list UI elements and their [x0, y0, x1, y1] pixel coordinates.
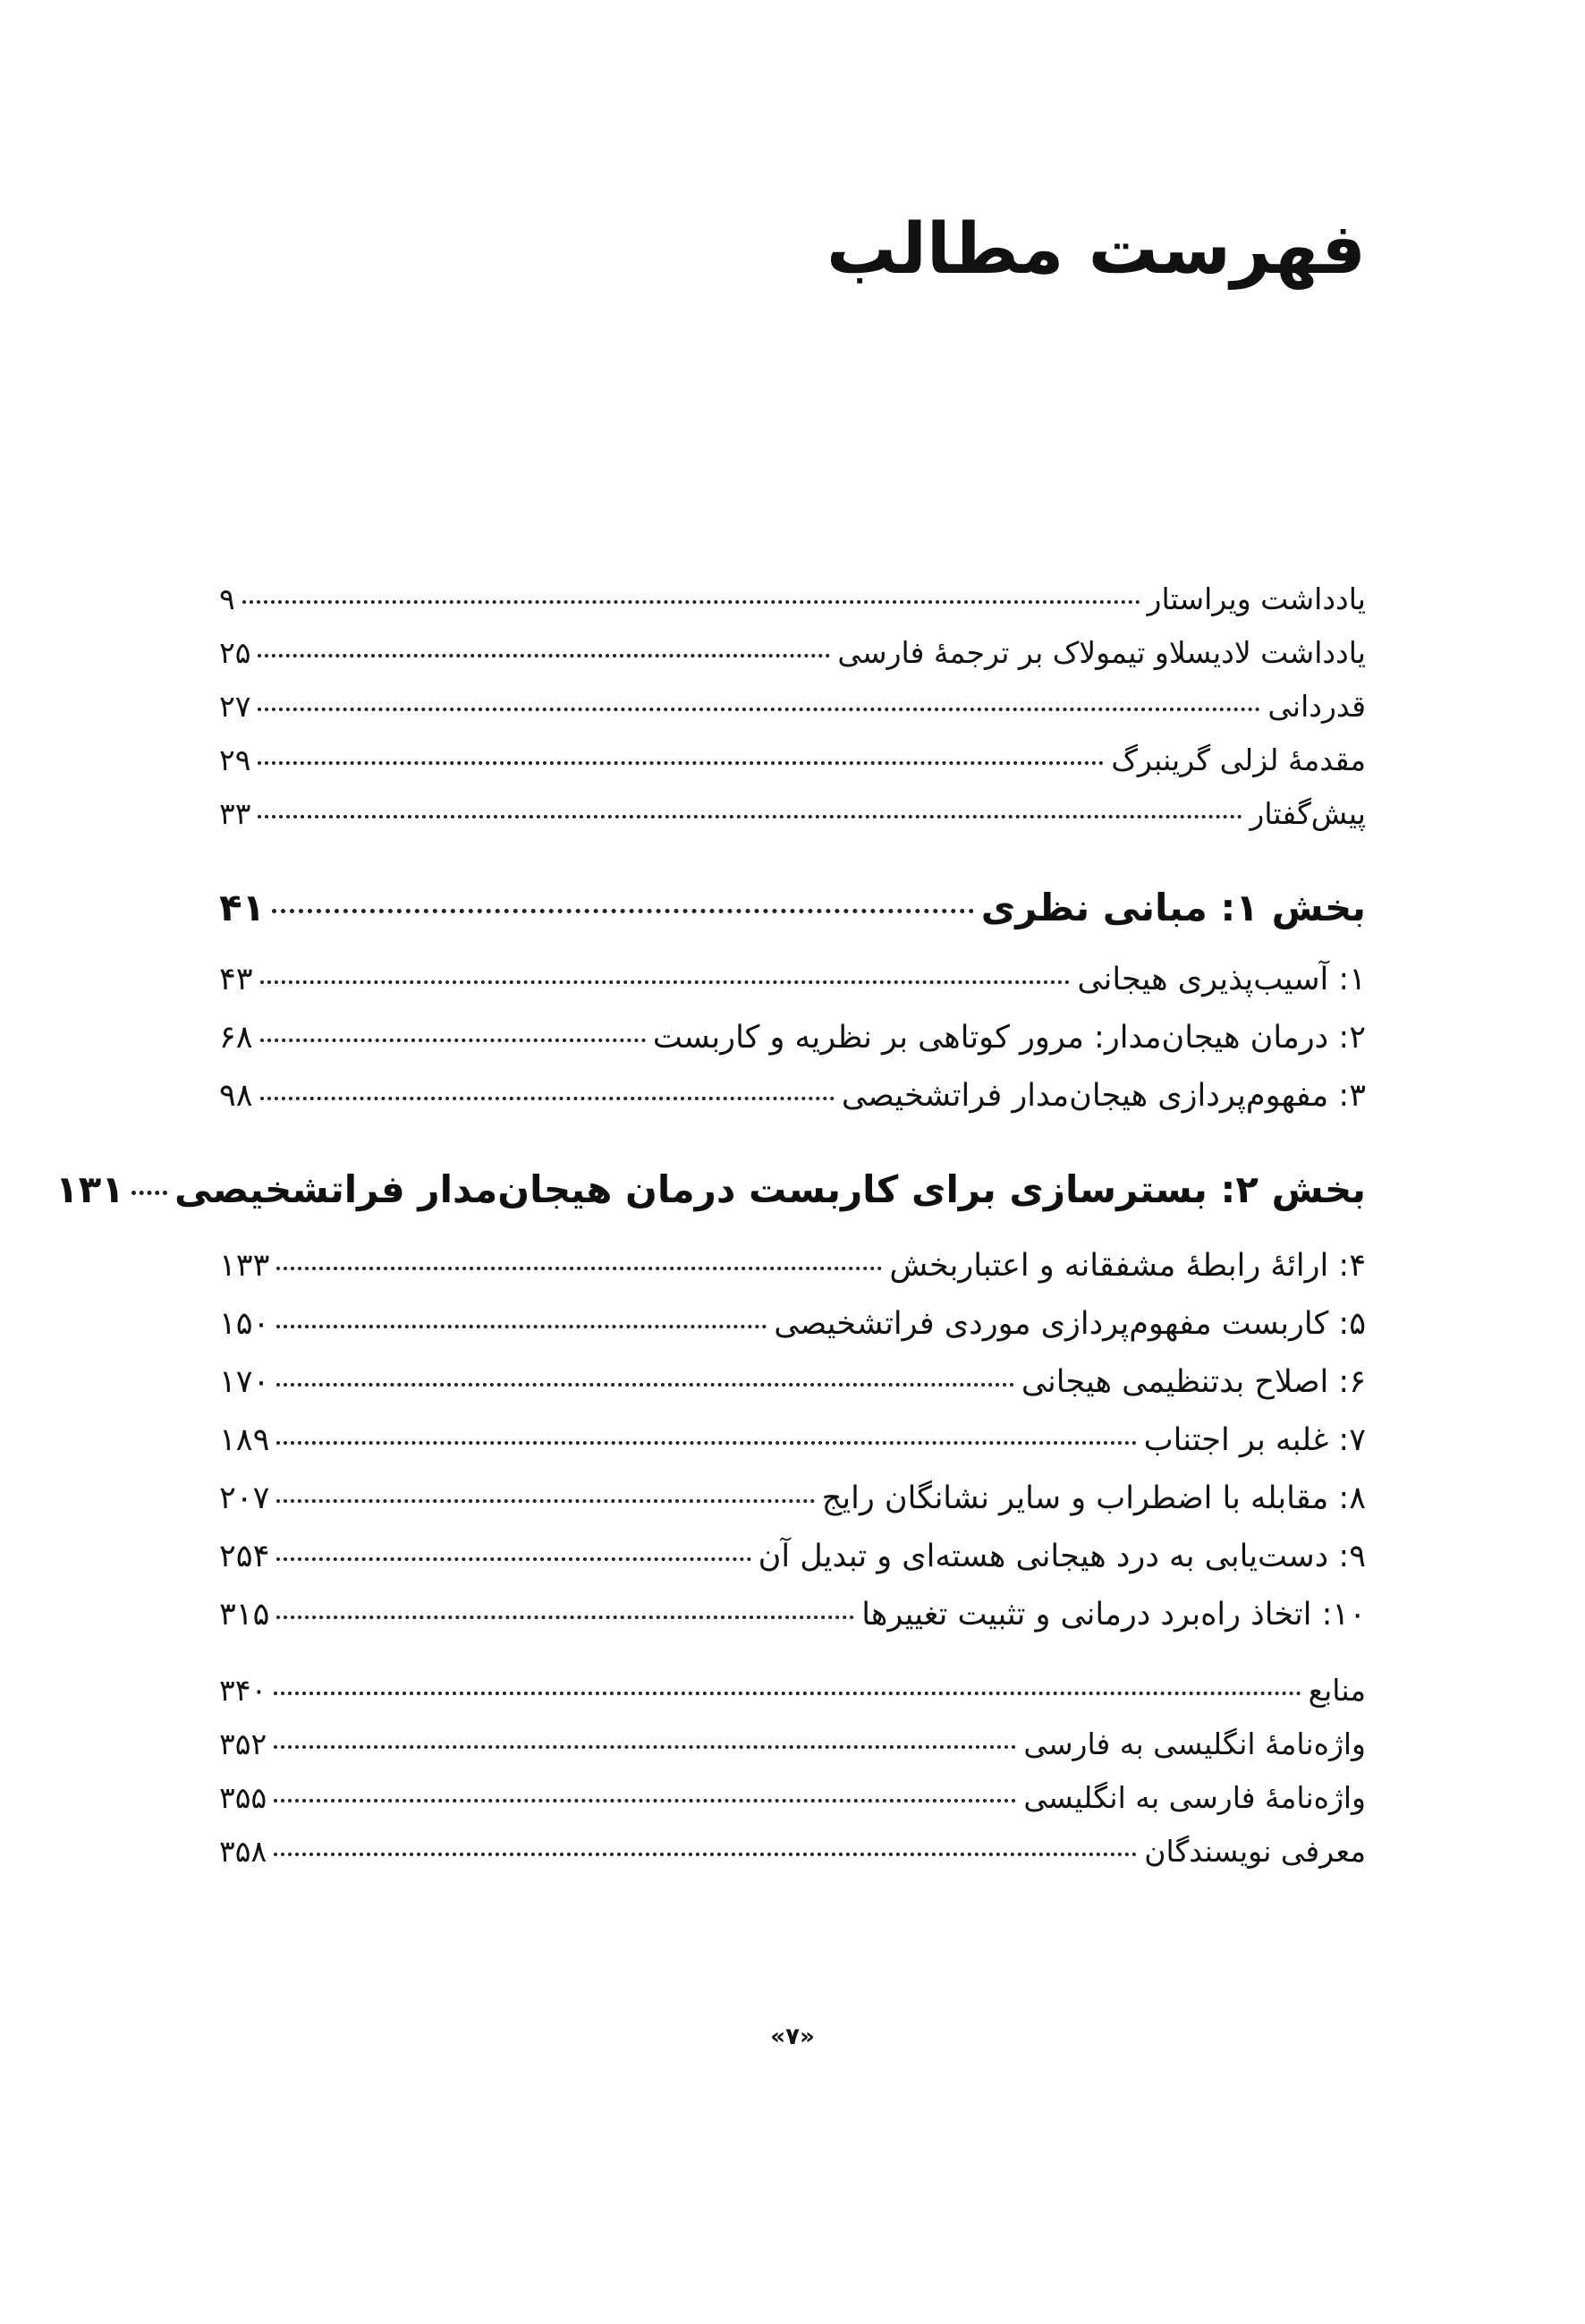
toc-entry-title: ۲: درمان هيجان‌مدار: مرور کوتاهی بر نظريه و کاربست — [652, 1020, 1366, 1056]
toc-part-1[interactable] — [219, 886, 1366, 929]
toc-entry-title: ۶: اصلاح بدتنظيمی هيجانی — [1021, 1364, 1366, 1400]
dot-leader — [260, 1097, 835, 1100]
toc-entry-title: ۸: مقابله با اضطراب و ساير نشانگان رايج — [821, 1480, 1366, 1516]
toc-entry-title: معرفی نويسندگان — [1144, 1834, 1366, 1869]
dot-leader — [260, 980, 1071, 984]
dot-leader — [272, 909, 974, 913]
toc-chapter-2[interactable] — [219, 1020, 1366, 1056]
toc-entry-page: ۹ — [219, 581, 235, 616]
dot-leader — [276, 1557, 750, 1561]
dot-leader — [276, 1499, 814, 1503]
dot-leader — [274, 1745, 1016, 1749]
dot-leader — [274, 1853, 1137, 1856]
toc-part-page: ۱۳۱ — [55, 1167, 124, 1211]
toc-chapter-3[interactable] — [219, 1078, 1366, 1114]
toc-entry-timulak-note[interactable] — [219, 635, 1366, 670]
dot-leader — [274, 1799, 1016, 1802]
dot-leader — [276, 1616, 854, 1619]
toc-part-2[interactable] — [55, 1167, 1366, 1211]
toc-chapter-7[interactable] — [219, 1422, 1366, 1458]
toc-entry-title: واژه‌نامۀ انگليسی به فارسی — [1023, 1726, 1366, 1761]
toc-entry-about-authors[interactable] — [219, 1834, 1366, 1869]
toc-chapter-5[interactable] — [219, 1306, 1366, 1342]
toc-chapter-8[interactable] — [219, 1480, 1366, 1516]
toc-chapter-6[interactable] — [219, 1364, 1366, 1400]
toc-entry-page: ۹۸ — [219, 1078, 253, 1114]
toc-entry-page: ۱۵۰ — [219, 1306, 270, 1342]
toc-chapter-10[interactable] — [219, 1597, 1366, 1633]
dot-leader — [276, 1325, 767, 1328]
toc-entry-page: ۱۳۳ — [219, 1248, 270, 1284]
toc-entry-page: ۴۳ — [219, 962, 253, 997]
dot-leader — [242, 600, 1140, 604]
toc-entry-title: ۷: غلبه بر اجتناب — [1143, 1422, 1366, 1458]
toc-part-page: ۴۱ — [219, 886, 266, 929]
toc-entry-title: قدردانی — [1267, 689, 1366, 724]
toc-chapter-4[interactable] — [219, 1248, 1366, 1284]
dot-leader — [276, 1441, 1136, 1445]
toc-entry-title: پيش‌گفتار — [1250, 796, 1366, 831]
toc-entry-title: ۴: ارائۀ رابطۀ مشفقانه و اعتباربخش — [889, 1248, 1366, 1284]
toc-entry-title: يادداشت لاديسلاو تيمولاک بر ترجمۀ فارسی — [837, 635, 1366, 670]
toc-entry-title: مقدمۀ لزلی گرينبرگ — [1111, 742, 1366, 777]
toc-entry-page: ۲۵ — [219, 635, 251, 670]
toc-entry-title: واژه‌نامۀ فارسی به انگليسی — [1023, 1780, 1366, 1815]
toc-entry-title: ۹: دست‌يابی به درد هيجانی هسته‌ای و تبديل آن — [758, 1539, 1366, 1574]
toc-entry-page: ۶۸ — [219, 1020, 253, 1056]
toc-part-title: بخش ۱: مبانی نظری — [980, 886, 1366, 929]
toc-entry-greenberg-intro[interactable] — [219, 742, 1366, 777]
page-title: فهرست مطالب — [826, 209, 1366, 290]
dot-leader — [258, 654, 830, 657]
toc-entry-page: ۳۵۵ — [219, 1780, 267, 1815]
dot-leader — [260, 1039, 646, 1042]
toc-entry-editor-note[interactable] — [219, 581, 1366, 616]
toc-entry-page: ۲۵۴ — [219, 1539, 270, 1574]
dot-leader — [258, 708, 1260, 711]
toc-entry-page: ۲۷ — [219, 689, 251, 724]
toc-entry-page: ۳۴۰ — [219, 1673, 267, 1708]
toc-chapter-1[interactable] — [219, 962, 1366, 997]
toc-entry-glossary-fa-en[interactable] — [219, 1780, 1366, 1815]
toc-entry-glossary-en-fa[interactable] — [219, 1726, 1366, 1761]
toc-entry-page: ۳۵۸ — [219, 1834, 267, 1869]
toc-entry-page: ۳۱۵ — [219, 1597, 270, 1633]
toc-part-title: بخش ۲: بسترسازی برای کاربست درمان هيجان‌مدار فراتشخيصی — [174, 1167, 1366, 1211]
toc-entry-title: ۵: کاربست مفهوم‌پردازی موردی فراتشخيصی — [774, 1306, 1366, 1342]
dot-leader — [274, 1692, 1301, 1695]
dot-leader — [276, 1267, 882, 1270]
dot-leader — [276, 1383, 1013, 1387]
dot-leader — [258, 815, 1242, 818]
dot-leader — [131, 1191, 167, 1195]
toc-entry-title: ۱: آسيب‌پذيری هيجانی — [1077, 962, 1366, 997]
toc-entry-preface[interactable] — [219, 796, 1366, 831]
toc-entry-title: منابع — [1308, 1673, 1366, 1708]
dot-leader — [258, 761, 1104, 765]
page-number: «۷» — [770, 2023, 815, 2050]
toc-entry-references[interactable] — [219, 1673, 1366, 1708]
toc-entry-acknowledgements[interactable] — [219, 689, 1366, 724]
toc-entry-page: ۳۵۲ — [219, 1726, 267, 1761]
toc-chapter-9[interactable] — [219, 1539, 1366, 1574]
toc-entry-page: ۳۳ — [219, 796, 251, 831]
toc-entry-title: ۳: مفهوم‌پردازی هيجان‌مدار فراتشخيصی — [841, 1078, 1366, 1114]
toc-entry-page: ۲۰۷ — [219, 1480, 270, 1516]
toc-entry-title: ۱۰: اتخاذ راه‌برد درمانی و تثبيت تغييرها — [861, 1597, 1366, 1633]
toc-entry-page: ۱۸۹ — [219, 1422, 270, 1458]
toc-entry-title: يادداشت ويراستار — [1147, 581, 1366, 616]
toc-entry-page: ۲۹ — [219, 742, 251, 777]
toc-entry-page: ۱۷۰ — [219, 1364, 270, 1400]
